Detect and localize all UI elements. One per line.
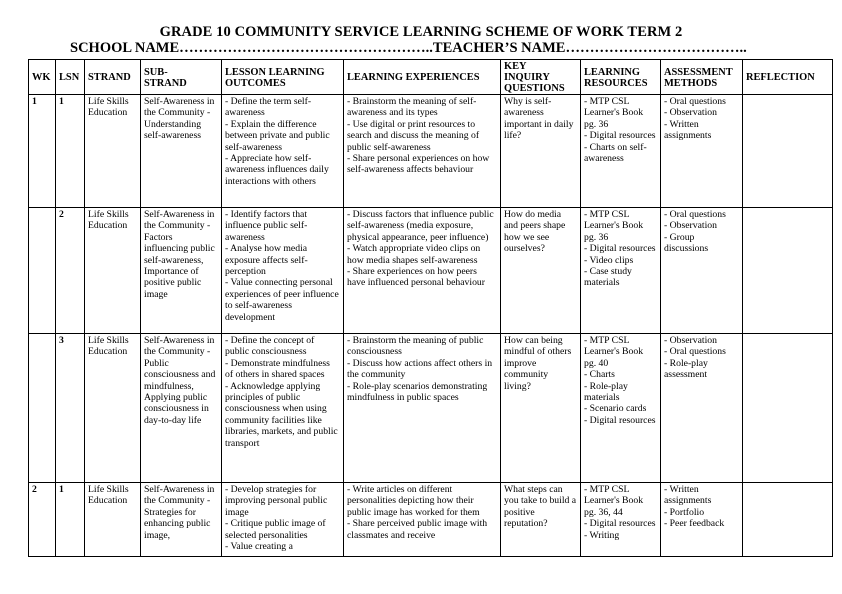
header-resources: LEARNING RESOURCES xyxy=(581,60,661,95)
cell-question: How can being mindful of others improve community living? xyxy=(501,334,581,483)
cell-question: Why is self-awareness important in daily life? xyxy=(501,95,581,208)
cell-resources: - MTP CSL Learner's Book pg. 36 - Digital resources - Video clips - Case study materials xyxy=(581,208,661,334)
cell-sub-strand: Self-Awareness in the Community - Understanding self-awareness xyxy=(141,95,222,208)
cell-sub-strand: Self-Awareness in the Community - Strategies for enhancing public image, xyxy=(141,483,222,557)
cell-wk: 1 xyxy=(29,95,56,208)
cell-reflection xyxy=(743,334,833,483)
school-teacher-line: SCHOOL NAME……………………………………………..TEACHER’S NAME……………………………….. xyxy=(70,40,747,56)
cell-resources: - MTP CSL Learner's Book pg. 36, 44 - Digital resources - Writing xyxy=(581,483,661,557)
cell-question: What steps can you take to build a positive reputation? xyxy=(501,483,581,557)
cell-sub-strand: Self-Awareness in the Community - Public consciousness and mindfulness, Applying public consciousness in day-to-day life xyxy=(141,334,222,483)
table-row xyxy=(29,483,833,557)
cell-assessment: - Written assignments - Portfolio - Peer feedback xyxy=(661,483,743,557)
cell-lsn: 2 xyxy=(56,208,85,334)
cell-reflection xyxy=(743,208,833,334)
cell-assessment: - Oral questions - Observation - Group discussions xyxy=(661,208,743,334)
table-row xyxy=(29,334,833,483)
cell-strand: Life Skills Education xyxy=(85,334,141,483)
table-header-row xyxy=(29,60,833,95)
cell-strand: Life Skills Education xyxy=(85,483,141,557)
document-title: GRADE 10 COMMUNITY SERVICE LEARNING SCHEME OF WORK TERM 2 xyxy=(159,24,683,40)
scheme-of-work-table xyxy=(28,59,833,557)
table-row xyxy=(29,208,833,334)
table-row xyxy=(29,95,833,208)
cell-resources: - MTP CSL Learner's Book pg. 40 - Charts - Role-play materials - Scenario cards - Digital resources xyxy=(581,334,661,483)
cell-lsn: 3 xyxy=(56,334,85,483)
cell-experiences: - Brainstorm the meaning of self-awareness and its types - Use digital or print resources to search and discuss the meaning of public self-awareness - Share personal experiences on how self-awareness affects behaviour xyxy=(344,95,501,208)
cell-resources: - MTP CSL Learner's Book pg. 36 - Digital resources - Charts on self-awareness xyxy=(581,95,661,208)
cell-strand: Life Skills Education xyxy=(85,208,141,334)
header-experiences: LEARNING EXPERIENCES xyxy=(344,60,501,95)
header-questions: KEY INQUIRY QUESTIONS xyxy=(501,60,581,95)
header-sub-strand: SUB- STRAND xyxy=(141,60,222,95)
cell-assessment: - Oral questions - Observation - Written assignments xyxy=(661,95,743,208)
cell-lsn: 1 xyxy=(56,483,85,557)
cell-question: How do media and peers shape how we see ourselves? xyxy=(501,208,581,334)
cell-outcomes: - Develop strategies for improving personal public image - Critique public image of selected personalities - Value creating a xyxy=(222,483,344,557)
header-strand: STRAND xyxy=(85,60,141,95)
cell-outcomes: - Define the concept of public consciousness - Demonstrate mindfulness of others in shared spaces - Acknowledge applying principles of public consciousness when using community facilities like libraries, markets, and public transport xyxy=(222,334,344,483)
cell-wk xyxy=(29,208,56,334)
cell-reflection xyxy=(743,483,833,557)
cell-experiences: - Brainstorm the meaning of public consciousness - Discuss how actions affect others in the community - Role-play scenarios demonstrating mindfulness in public spaces xyxy=(344,334,501,483)
cell-experiences: - Write articles on different personalities depicting how their public image has worked for them - Share perceived public image with classmates and receive xyxy=(344,483,501,557)
cell-sub-strand: Self-Awareness in the Community - Factors influencing public self-awareness, Importance of positive public image xyxy=(141,208,222,334)
cell-wk: 2 xyxy=(29,483,56,557)
header-wk: WK xyxy=(29,60,56,95)
cell-reflection xyxy=(743,95,833,208)
header-reflection: REFLECTION xyxy=(743,60,833,95)
cell-strand: Life Skills Education xyxy=(85,95,141,208)
header-lsn: LSN xyxy=(56,60,85,95)
cell-wk xyxy=(29,334,56,483)
cell-experiences: - Discuss factors that influence public self-awareness (media exposure, physical appearance, peer influence) - Watch appropriate video clips on how media shapes self-awareness - Share experiences on how peers have influenced personal behaviour xyxy=(344,208,501,334)
cell-lsn: 1 xyxy=(56,95,85,208)
header-assessment: ASSESSMENT METHODS xyxy=(661,60,743,95)
header-outcomes: LESSON LEARNING OUTCOMES xyxy=(222,60,344,95)
cell-assessment: - Observation - Oral questions - Role-play assessment xyxy=(661,334,743,483)
cell-outcomes: - Identify factors that influence public self-awareness - Analyse how media exposure affects self-perception - Value connecting personal experiences of peer influence to self-awareness development xyxy=(222,208,344,334)
cell-outcomes: - Define the term self-awareness - Explain the difference between private and public self-awareness - Appreciate how self-awareness influences daily interactions with others xyxy=(222,95,344,208)
